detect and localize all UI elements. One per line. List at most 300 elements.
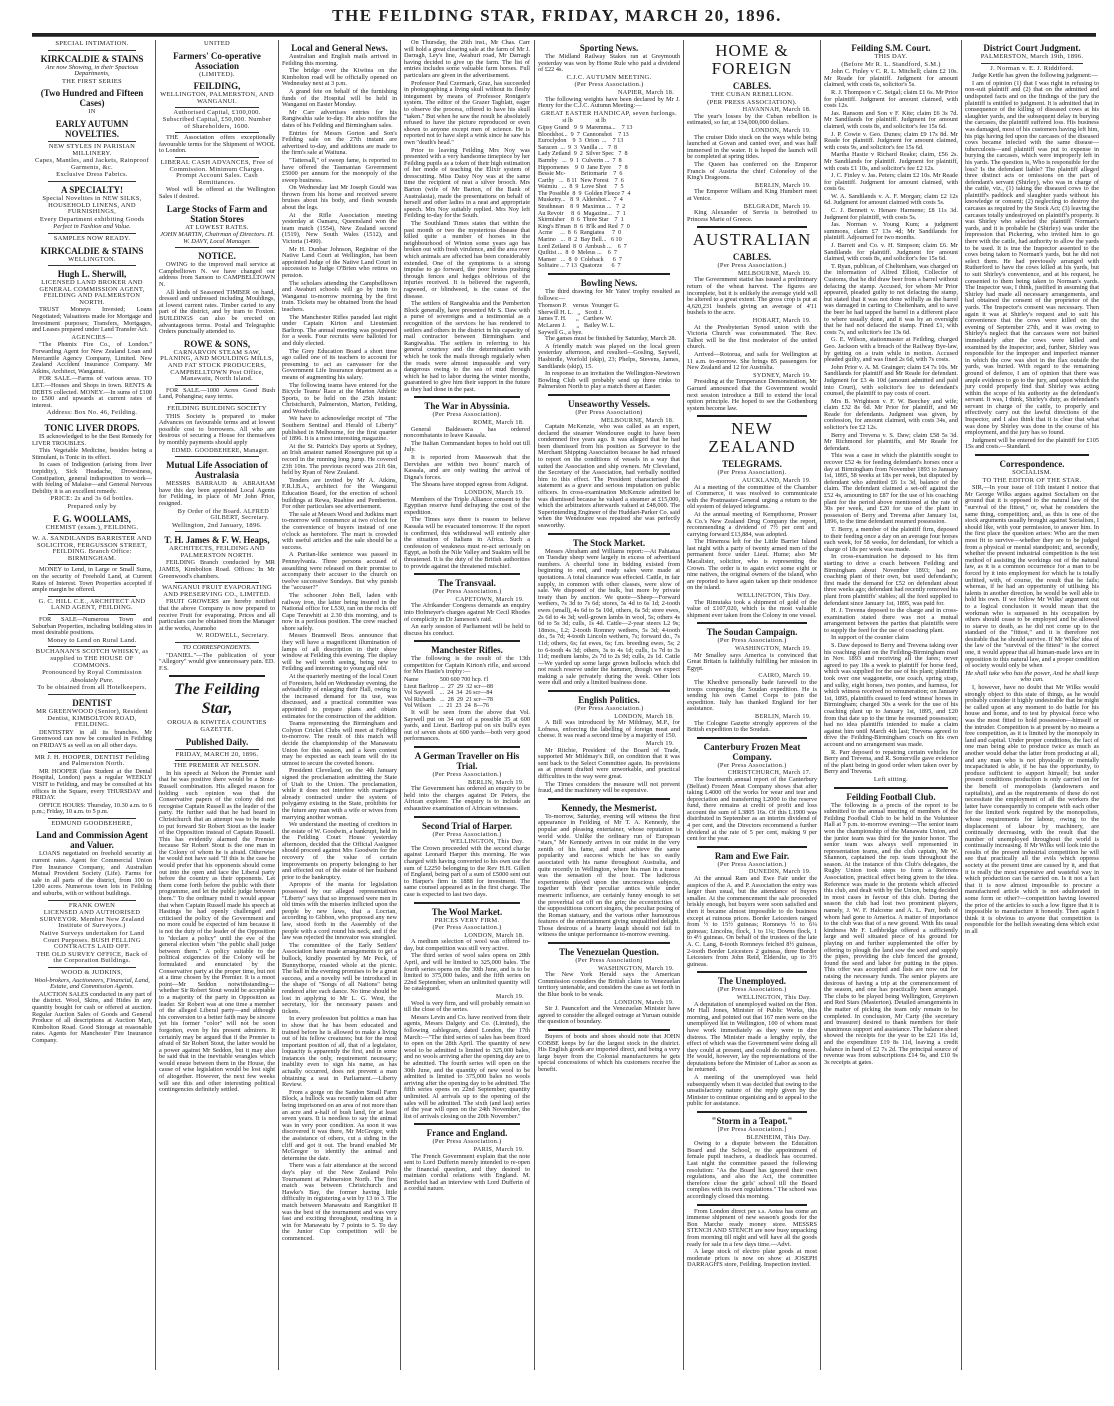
paragraph: Berry and Trevena v. S. Daw; claim £58 5s 3d. Mr Richmond for plaintiffs, and Mr Reade for defendant. xyxy=(824,431,958,452)
article-heading: Mutual Life Association of Australasia xyxy=(166,460,268,481)
paragraph: Apropos of the mania for legislation possessed by our alleged representatives "Liberty" says that so impressed were men in old times with the miseries inflicted upon the people by new laws, that a Locrian, according to Gibbon, who proposed any new law, stood forth in the Assembly of the people with a cord round his neck, and if the law was rejected the innovator was strangled. xyxy=(282,881,397,942)
table-row: Musketry... 8 9 Aldershot... 7 4 xyxy=(538,197,623,204)
thick-divider xyxy=(414,640,520,642)
paragraph: Sir J. Pauncefort and the Venezuelan Minister have agreed to consider the alleged outrage at Yuruan outside the question of boundary. xyxy=(538,1005,680,1026)
paragraph: Mr Ritchie, President of the Board of Trade, supported Mr Mildmay's Bill, on condition that it was sent back to the Select Committee again. Its provisions as at present drafted were unworkable, and practical difficulties in the way were great. xyxy=(538,746,680,780)
article-heading: Sporting News. xyxy=(579,43,639,53)
paragraph: At a meeting of the committee of the Chamber of Commerce, it was resolved to communicate with the Postmaster-General urging a return to the old system of delayed telegrams. xyxy=(687,483,817,511)
column-divider xyxy=(534,40,535,1370)
article-heading: CABLES. xyxy=(732,252,772,263)
centered-line: OROUA & KIWITEA COUNTIES GAZETTE. xyxy=(167,719,267,733)
article-heading: Ram and Ewe Fair. xyxy=(714,850,790,861)
paragraph: John Prior v. A. M. Grainger; claim £4 7s 10s. Mr Sandilands for plaintiff and Mr Reade for defendant. Judgment for £3 4s 10d (amount admitted and paid into Court), with solicitor's fee to defendant's counsel, the plaintiff to pay costs of court. xyxy=(824,363,958,398)
dateline: WASHINGTON, March 19. xyxy=(598,964,674,972)
italic-line: Absolutely Pure. xyxy=(70,676,114,684)
centered-line: LICENSED LAND BROKER AND GENERAL COMMISSION AGENT, FEILDING AND PALMERSTON NORTH. xyxy=(39,279,145,306)
thick-divider xyxy=(548,273,670,275)
column-divider xyxy=(961,40,962,1370)
centered-line: [Per Press Association.] xyxy=(717,1126,787,1134)
paragraph: A grand fete on behalf of the furnishing funds of the Hospital will be held in Wanganui on Easter Monday. xyxy=(282,87,397,109)
centered-line: FEILDING BUILDING SOCIETY xyxy=(167,404,267,412)
dateline: BLENHEIM, This Day. xyxy=(746,1133,811,1141)
article-heading: (Two Hundred and Fifteen Cases) xyxy=(40,88,144,109)
dateline: NAPIER, March 18. xyxy=(618,88,674,96)
divider xyxy=(175,247,259,248)
paragraph: Prior to leaving Feilding Mrs Noy was presented with a very handsome timepiece by her Feilding pupils as a token of their high estimation of her mode of teaching the Elixir system of dresscutting. Miss Daisy Noy was at the same time the recipient of neat a silver brooch. Mrs Barton (wife of Mr Barton, of the Bank of Australasia), made the presentations on behalf of herself and other ladies in a neat and appropriate speech. Mrs Noy suitably replied. Mrs Noy left Feilding to-day for the South. xyxy=(404,146,530,220)
thick-divider xyxy=(697,226,807,228)
centered-line: C.J.C. AUTUMN MEETING. xyxy=(566,73,652,81)
divider xyxy=(175,385,259,386)
centered-line: WANGANUI FRUIT EVAPORATING AND PRESERVING CO., LIMITED. xyxy=(161,584,273,598)
paragraph: SIR,—In your issue of 11th instant I notice that Mr George Wilks argues against Socialism on the ground that it is opposed to the natural law of the "survival of the fittest," or, what he considers the same thing, competition; and, as this is one of the stock arguments usually brought against Socialism, I should like, with your permission, to answer him. In the first place the question arises: Who are the men most fit to survive—whether they are to be judged from a physical or mental standpoint; and, secondly, whether the present industrial competition is the test method of assisting the workings out of the natural law, as it is a common occurrence for a man to be forced by it into employment for which he is totally unfitted, with, of course, the result that he fails; whereas, if he had an opportunity of utilising his talents in another direction, he would be well able to hold his own. If we follow Mr Wilks' argument out to a logical conclusion it would mean that the workman who is surpassed in his occupation by others should cease to be employed and be allowed to starve to death, as he did not come up to the standard of the "fittest," and it is therefore not desirable that he should survive. If Mr Wilks' idea of the law of the "survival of the fittest" is the correct one, it would appear that all human-made laws are in opposition to this natural law, and a proper condition of society would only be when xyxy=(965,484,1099,670)
paragraph: We understand the meeting of creditors in the estate of W. Goodwin, a bankrupt, held in the Feilding Court House yesterday afternoon, decided that the Official Assignee should proceed against Mrs Goodwin for the recovery of the value of certain improvements on property belonging to her and effected out of the estate of her husband prior to the bankruptcy. xyxy=(282,821,397,881)
paragraph: To-morrow, Saturday, evening will witness the first appearance in Feilding of Mr T. A. Kennedy, the popular and pleasing entertainer, whose reputation is world wide. Unlike the ordinary run of European "stars," Mr Kennedy arrives in our midst in the very zenith of his fame, and must achieve the same popularity and success which he has so easily associated with his name throughout Australia, and quite recently in Wellington, where his man in a trance was the sensation of the hour. The ludicrous experiments played upon the unconscious subjects, together with their peculiar antics while under mesmeric influence, are certainly funny enough to set the proverbial cat off on the grin; the eccentricities of the supposititious concert singers, the peculiar posing of the Roman statuary, and the various other humourous features of the entertainment giving unqualified delight. Those desirous of a hearty laugh should not fail to witness the unique performance to-morrow evening. xyxy=(538,812,680,939)
paragraph: The games must be finished by Saturday, March 28. xyxy=(545,335,677,343)
centered-line: THE OLD SURVEY OFFICE, Back of the Corporation Buildings. xyxy=(36,950,148,965)
thick-divider xyxy=(414,816,520,818)
paragraph: The Midland Railway Stakes ran at Greymouth yesterday was won by Home Rule who paid a dividend of £22 4s. xyxy=(538,53,680,74)
paragraph: Buyers of boots and shoes should note that JOHN COBBE keeps by far the largest stock in the district. His English goods are imported direct, and being a very large buyer from the Colonial manufacturers he gets special concessions of which his customers receive the benefit. xyxy=(538,1033,680,1073)
paragraph: Messrs Bramwell Bros. announce that they will have a magnificent illumination of lamps of all description in their show window at Feilding this evening. The display will be well worth seeing, being new to Feilding and interesting to young and old. xyxy=(282,632,397,673)
divider xyxy=(175,403,259,404)
table-row: Lord Zetland 8 0 Ambush ... 6 7 xyxy=(538,243,627,250)
paragraph: Mr Carr advertises entries for his Rangiwahia sale to-day. He also notifies the dates of his Feilding and Birmingham sales. xyxy=(282,108,397,129)
centered-line: Every Department exhibiting Goods xyxy=(39,215,145,223)
section-banner-heading: HOME & FOREIGN xyxy=(711,41,793,78)
article-heading: A German Traveller on His Trial. xyxy=(414,751,520,771)
dateline: HAVANNAH, March 18. xyxy=(742,106,811,114)
paragraph: Messrs Abraham and Williams report:—At Pahiatua on Tuesday sheep were largely in excess of advertised numbers. A cheerful tone in bidding existed from beginning to end, and ready sales were made at quotations. A total clearance was effected. Cattle, in fair supply, in common with other classes, were slow of sale. We disposed of the bulk, but more by private treaty than by auction. We quote—Sheep—Forward wethers, 7s 3d to 7s 6d; stores, 5s 4d to 6s 1d; 2-tooth ewes (small), 4s 6d to 5s 10d, others, 6s 5d; store ewes, 2s 6d to 4s 3d; well-grown lambs in wool, 5s; others 4s 6d to 5s 3d; culls, 1s 4d. Cattle—2-year steers L2 9s; 18mos., L2; 2-tooth Romney wethers, 5s 3d; 4-tooth do., 5s 7d; 4-tooth Lincoln wethers, 7s; forward do., 7s 11d; others, 6s; fat ewes, 6s; f.m. breeding ewes, 5s; 2 to 6-tooth 4s 3d; others, 3s to 4s 1d; culls, 1s 7d to 3s 11d; medium lambs, 2s 7d to 2s 9d; culls, 2s 1d. Cattle—We yarded up some large grown bullocks which did not reach reserve under the hammer, though we expect making a sale privately during the week. Other lots were dull and only a limited business done. xyxy=(538,547,680,687)
paragraph: J. C. Finley v. Jas. Peters; claim £2 10s. Mr Reade for plaintiff. Judgment for amount claimed, with costs 6s. xyxy=(824,172,958,193)
centered-line: (Per Press Association.) xyxy=(574,705,644,713)
centered-line: (Per Press Association.) xyxy=(574,81,644,89)
paragraph: T. Berry, a member of the plaintiff firm, deposed to their feeding once a day on an average four horses each week, for 58 weeks, for defendant, for which a charge of 18s per week was made. xyxy=(824,525,958,553)
newspaper-masthead: THE FEILDING STAR, FRIDAY, MARCH 20, 1896. xyxy=(332,6,782,25)
centered-line: ARCHITECTS, FEILDING AND PALMERSTON NORTH. xyxy=(169,545,265,559)
article-heading: The War in Abyssinia. xyxy=(424,401,510,412)
centered-line: (Per Press Association.) xyxy=(432,771,502,778)
paragraph: The French Government explain that the note sent to Lord Dufferin merely intended to re-open the financial question, and they desired to maintain cordial relations with England. M. Berthelot had an interview with Lord Dufferin of a cordial nature. xyxy=(404,1152,530,1193)
centered-line: (Per Press Association.) xyxy=(432,830,502,838)
paragraph: This Vegetable Medicine, besides being a Stimulant, is Tonic in its effect. xyxy=(32,447,152,461)
centered-line: THE FIRST SERIES xyxy=(62,77,122,85)
column-1 xyxy=(32,40,152,1046)
paragraph: OWING to the improved mail service at Campbelltown N. we have changed our address from Sanson to CAMPBELLTOWN N. xyxy=(159,261,275,289)
paragraph: The Government has ordered an enquiry to be held into the charges against Dr Peters, the African explorer. The enquiry is to include an exhaustive examination of African witnesses. xyxy=(404,785,530,812)
thick-divider xyxy=(414,746,520,748)
table-row: Lady Zetland 9 2 Silver Spec 7 8 xyxy=(538,151,628,158)
centered-line: NEW STYLES IN PARISIAN MILLINERY. xyxy=(48,142,136,157)
centered-line: MR GREENWOOD (Senior), Resident Dentist, KIMBOLTON ROAD, FEILDING. xyxy=(36,707,148,729)
paragraph: Tenders are invited by Mr A. Atkins, F.R.I.B.A., architect for the Wanganui Education Board, for the erection of school buildings at Rewa, Ruahine and Pemberton. For other particulars see advertisement. xyxy=(282,476,397,511)
paragraph: S. Daw deposed to Berry and Trevena taking over his coaching plant on the Feilding-Birmingham road in Nov. 1893 and receiving all the fares; never agreed to pay 18s a week to plaintiff for horse feed, which was supplied for the use of his plant; plaintiffs took over one waggonette, one coach, spring strap, and sulky, eight horses, two ponies, and harness, for which witness received no remuneration; on January 1st, 1895, plaintiffs ceased to feed witness' horses in Birmingham; charged 30s a week for the use of his coaching plant up to January 1st, 1895, and £20 from that date up to the time he resumed possession; had no idea plaintiffs intended to make a claim against him until March 4th last; Trevena agreed to drive the Feilding-Birmingham coach on his own account and no arrangement was made. xyxy=(824,642,958,748)
table-row: Solitaire ... 7 13 Quatorze 6 7 xyxy=(538,263,621,270)
thick-divider xyxy=(548,394,670,396)
centered-line: FRIDAY, MARCH 20, 1896. xyxy=(175,750,259,758)
paragraph: The Shoans have stopped egress from Adigrat. xyxy=(411,481,529,489)
paragraph: Members of the Triple Alliance consent to the Egyptian reserve fund defraying the cost of the expedition. xyxy=(404,495,530,516)
dateline: SYDNEY, March 19. xyxy=(753,371,811,379)
paragraph: FOR SALE.—Farms of various areas. TO LET.—Houses and Shops in town. RENTS & DEBTS collected. MONEY.—In sums of £100 to £500 and upwards at current rates of interest. xyxy=(32,375,152,409)
paragraph: On Wednesday last Mr Joseph Gould was thrown from his horse and received severe bruises about his body, and flesh wounds about the legs. xyxy=(282,184,397,212)
paragraph: The Government statist has issued a preliminary return of the wheat harvest. The figures are incomplete, but it is unlikely the average yield will be altered to a great extent. The gross crop is put at 4,620,231 bushels giving an average of 4'11 bushels to the acre. xyxy=(687,276,817,317)
table-row: Lieut Barltrop ... 27 29 32 scr—88 xyxy=(404,683,494,690)
centered-line: Prepared only by xyxy=(67,502,117,510)
divider xyxy=(48,50,136,51)
article-heading: The Transvaal. xyxy=(438,578,496,589)
divider xyxy=(175,642,259,643)
paragraph: T. Ryan, publican, of Cheltenham, was charged on the information of Alfred Elliott, Collector of Customs, that he did draw beer from a barrel without defacing the stamp. Accused, for whom Mr Prior appeared, pleaded guilty to not defacing the stamp, but stated that it was not done wilfully as the barrel was damaged in carting to Cheltenham, and to save the beer he had tapped the barrel in a different place to where usually done, and it was by an oversight that he had not defaced the stamp. Fined £1, with costs 7s, and solicitor's fee 13s 6d. xyxy=(824,262,958,336)
dateline: BERLIN, March 19. xyxy=(468,778,524,786)
table-row: Bloodshot... 9 7 Cannonshot 7 13 xyxy=(538,131,629,138)
table-row: Gipsy Grand 9 9 Maremma... 7 13 xyxy=(538,124,633,131)
centered-line: Authorised Capital, £100,000. Subscribed Capital, £50,000. Number of Shareholders, 1600. xyxy=(162,109,272,130)
paragraph: Jas. Norman v. Young Kum; a judgment summons, claim £7 13s 4d; Mr Sandilands for plaintiff. Adjourned for two months. xyxy=(824,221,958,242)
paragraph: LOANS negotiated on freehold security at current rates. Agent for Commercial Union Fire Insurance Company, and Australian Mutual Provident Society (Life). Farms for sale in all parts of the district, from 100 to 1200 acres. Numerous town lots in Feilding and suburbs, with or without buildings. xyxy=(32,850,152,898)
paragraph: Mr H. Dunbar Johnson, Registrar of the Native Land Court at Wellington, has been appointed Judge of the Native Land Court in succession to Judge O'Brien who retires on pension. xyxy=(282,245,397,279)
paragraph: FOR SALE.—1000 Acres Good Bush Land, Pohangina; easy terms. xyxy=(159,386,275,401)
paragraph: In every profession but politics a man has to show that he has been educated and trained before he is allowed to make a living out of his fellow creatures; but for the most important position of all, that of a legislator, loquacity is apparently the first, and in some instances the only, requirement necessary; inability even to sign his name, as has actually occurred, does not prevent a man obtaining a seat in Parliament.—Liberty Review. xyxy=(282,1015,397,1089)
divider xyxy=(48,694,136,695)
dateline: BELGRADE, March 19. xyxy=(743,202,811,210)
paragraph: A deputation of unemployed waited on the Hon. Mr Hall Jones, Minister of Public Works, this morning, and pointed out that 167 men were on the unemployed list in Wellington, 100 of whom must have work immediately as they were in dire distress. The Minister made a lengthy reply, the effect of which was the Government were doing all they could at present, and could do nothing more. He would, however, lay the representations of the deputations before the Minister of Labor as soon as he returned. xyxy=(687,1000,817,1074)
centered-line: (Per Press Association.) xyxy=(717,860,787,868)
article-heading: Feilding S.M. Court. xyxy=(851,43,931,53)
paragraph: FRUIT GROWERS are hereby notified that the above Company is now prepared to receive Fruit for evaporating. Prices and all particulars can be obtained from the Manager at the works, Aramoho xyxy=(159,598,275,632)
article-heading: Hugh L. Sherwill, xyxy=(57,269,127,280)
paragraph: The bridge over the Kiwitea on the Kimbolton road will be officially opened on Wednesday next at 3 p.m. xyxy=(282,67,397,88)
table-row: Acme ... 8 6 Rangiatea 7 0 xyxy=(538,230,622,237)
centered-line: (PER PRESS ASSOCIATION). xyxy=(707,98,797,106)
centered-line: TO THE EDITOR OF THE STAR. xyxy=(982,476,1082,484)
paragraph: Martha Hastie v Richard Reake; claim, £56 2s. Mr Sandilands for plaintiff. Judgment for plaintiff, with costs £1 10s, and solicitor's fee £2 12s. xyxy=(824,151,958,172)
divider xyxy=(48,818,136,819)
table-row: Skirmisher 8 6 Three Star 7 1 xyxy=(538,217,624,224)
centered-line: THIS DAY. xyxy=(874,53,908,60)
italic-line: He shall take who has the power, And he shall keep who can. xyxy=(965,669,1099,684)
thick-divider xyxy=(414,902,520,904)
article-heading: The Stock Market. xyxy=(572,537,646,548)
centered-line: IN xyxy=(88,108,96,116)
centered-line: (Per Press Association.) xyxy=(432,924,502,932)
paragraph: The Southland Times states that within the past month or two the mysterious disease that killed quite a number of horses in the neighbourhood of Winton some years ago has broken out with fresh virulence, and the area over which animals are affected has been considerably extended. One of the symptoms is a strong impulse to go forward, the poor brutes pushing through fences and hedges oblivious of the injuries received. It is believed the ragworth, ragweed, or blindweed, is the cause of the disease. xyxy=(404,220,530,300)
dateline: By Order of the Board. ALFRED GILBERT, Secretary. xyxy=(177,507,269,522)
centered-line: G. C. HILL C.E., ARCHITECT AND LAND AGENT, FEILDING. xyxy=(38,597,146,612)
article-heading: KIRKCALDIE & STAINS xyxy=(40,53,144,64)
thick-divider xyxy=(548,798,670,800)
paragraph: Professor Paul Czermark, Graz, has succeeded in photographing a living skull without its fleshy integument by means of Professor Rontgen's system. The editor of the Grazer Tagblatt, eager to observe the process, offered to have his skull "taken." But when he saw the result he absolutely refused to have the picture reproduced or even shown to anyone except men of science. He is reported not to have slept a wink since he saw his own "death's head." xyxy=(404,79,530,146)
dateline: PARIS, March 19. xyxy=(473,1145,524,1153)
column-divider xyxy=(820,40,821,1370)
centered-line: (LIMITED). xyxy=(199,70,235,78)
article-heading: District Court Judgment. xyxy=(983,43,1081,53)
paragraph: A medium selection of wool was offered to-day, but competition was still very active. xyxy=(404,938,530,952)
article-heading: A SPECIALTY! xyxy=(61,184,123,195)
paragraph: W. A. Sandilands v. A. F. Morgan; claim £2 12s 6d. Judgment for amount claimed with costs 5s. xyxy=(824,192,958,207)
divider xyxy=(48,265,136,266)
centered-line: PRICE: 2s and 3s 6d bottles. xyxy=(50,495,134,503)
centered-line: W. A. SANDILANDS BARRISTER AND SOLICITOR, FERGUSSON STREET, FEILDING. Branch Office: BIRMINGHAM. xyxy=(32,535,152,562)
paragraph: MESSRS BARRAUD & ABRAHAM have this day been appointed Local Agents for Feilding, in place of Mr John Prior, resigned. xyxy=(159,480,275,507)
centered-line: (Per Press Association.) xyxy=(432,588,502,596)
paragraph: The Italian Commandant hopes to hold out till July. xyxy=(404,439,530,454)
paragraph: I am of opinion (1) that I was right in refusing to non-suit plaintiff and (2) that on the admitted and undisputed facts and on the findings of the jury the plaintiff is entitled to judgment. It is admitted that in consequence of the killing of diseased cows at his slaughter yards, and the subsequent delay in burying the carcases, the plaintiff suffered loss. His business was damaged, most of his customers having left him, his pigs having fed upon the carcases of the diseased cows became infected with the same disease—tuberculosis—and plaintiff was put to expense in burying the carcases, which were improperly left in his yards. The question is, Who is responsible for the loss? Is the defendant liable? The plaintiff alleged three distinct acts or omissions on the part of defendant's servant (Shirley), who was in charge of the cattle, viz., (1) taking the diseased cows to the plaintiff's paddock and slaughter yards without his knowledge or consent; (2) neglecting to destroy the carcases as required by the Stock Act; (3) leaving the carcases totally undestroyed on plaintiff's property. It was Shirley who selected the plaintiff Norman's yards, and it is probable he (Shirley) was under the impression that Pickering, who invited him to go there with the cattle, had authority to allow the yards to be used. It is true the Inspector assented to the cows being taken to Norman's yards, but he did not select them. He had previously arranged with Rutherford to have the cows killed at his yards, but to suit Shirley's convenience, and at his request, he consented to them being taken to Norman's yards. The Inspector was, I think, justified in assuming that Shirley had made all necessary arrangements, and had obtained the consent of the proprietor of the yards. The Inspector's consent was necessary. Then again it was at Shirley's request and to suit his convenience that the cows were killed on the evening of September 27th, and it was owing to Shirley's neglect that the carcases were not buried immediately after the cows were killed and examined by the Inspector; and, further, Shirley was responsible for the improper and imperfect manner in which the cow was shot in the flax outside the yards, was buried. With regard to the remaining ground of defence, I am of opinion that there was ample evidence to go to the jury, and upon which the jury could properly find that Shirley was acting within the scope of his authority as the defendant's servant. It was, I think, Shirley's duty, as defendant's servant in charge of the cattle, to properly and effectively carry out the lawful directions of the Inspector, and I also think that it is clear that what was done by Shirley was done in the course of his employment, and the jury has so found. xyxy=(965,79,1099,437)
paragraph: At the quarterly meeting of the local Court of Foresters, held on Wednesday evening, the advisability of enlarging their Hall, owing to the increased demand for its use, was discussed, and a practical committee was appointed to prepare plans and obtain estimates for the construction of the addition. xyxy=(282,673,397,720)
dateline: WELLINGTON, This Day. xyxy=(736,592,811,600)
article-heading: Canterbury Frozen Meat Company. xyxy=(703,741,801,762)
table-row: Waimiu ... 8 9 Love Shot 7 5 xyxy=(538,184,624,191)
paragraph: In cases of Indigestion (arising from liver torpidity), Sick Headache, Drowsiness, Constipation, general indisposition to work—with feeling of Malaise—and General Nervous Debility it is an excellent remedy. xyxy=(32,461,152,495)
table-row: Name 500 600 700 hcp. t'l xyxy=(404,677,489,684)
paragraph: The following is a precis of the report to be submitted to the annual meeting of members of the Feilding Football Club to be held in the Volunteer Hall at 7 p.m. to-morrow evening:—The senior team won the championship of the Manawatu Union, and the junior team was third for the junior honor. The senior team was always well represented in representation teams, and the club captain, Mr W. Shannon, captained the rep. team throughout the season. At the instance of this Club's delegates, the Rugby Union took steps to form a Referees Association, practical effect being given to the idea. Reference was made to the protests which affected this club, and dealt with by the Union, being decided in most cases in favour of this club. During the season the club had lost two prominent players, namely, J. W. F. Halcome and A. L. Parr, both of whom had gone to America. A matter of importance to the club was that of a new ground. With his usual kindness Mr F. Lethbridge offered a sufficiently large and well situated piece of his ground for playing on and further supplemented the offer by offering to plough the land sow the seed and supply the pipes, providing the club fenced the ground, found the seed and labor for putting in the pipes. This offer was accepted and lists are now out for raising the necessary funds. The senior players are desirous of having a trip at the commencement of the season, and one has practically been arranged. The clubs to be played being Wellington, Greytown and Red Stars (Masterton). Detailed arrangements in the matter of picking the team only remain to be completed. In conclusion, Mr Carty (the secretary and treasurer) desired to thank members for their unanimous support and assistance. The balance sheet showed the receipts for the year to be £21 16s 1d, and the expenditure £19 8s 11d, leaving a credit balance in hand of £2 7s 2d. The principal source of revenue was from subscriptions £14 9s, and £10 9s 3s receipts at gates. xyxy=(824,801,958,1066)
paragraph: All kinds of Seasoned TIMBER on hand, dressed and undressed including Mouldings, at lowest current rates. Timber carted to any part of the district, and by tram to Foxton. BUILDINGS can also be erected on advantageous terms. Postal and Telegraphic Orders punctually attended to. xyxy=(159,288,275,336)
article-heading: "Storm in a Teapot." xyxy=(711,1116,793,1127)
article-heading: Unseaworthy Vessels. xyxy=(567,398,650,409)
paragraph: I, however, have no doubt that Mr Wilks would strongly object to this state of things, as he would probably consider it highly undesirable that he might be called upon at any moment to do battle for his house and home, and to test by physical force who was the most fitted to hold possession—himself or the intruder. Competition is at present by no means a free competition, as it is limited by the monopoly in land and capital. Under proper conditions, the fact of one man being able to produce twice as much as another would debar the latter from producing at all, and any man who is not physically or mentally incapacitated is able, if he has the opportunity, to produce sufficient to support himself; but under present conditions production is only carried on for the benefit of monopolists (landowners and capitalists), and as the requirements of these do not necessitate the employment of all the workers the latter have consequently to compete with each other for the limited work required by the monopolists, whose requirements for labour, owing to the displacement of labour by machinery, are continually decreasing, with the result that the number of unemployed throughout the world is continually increasing. If Mr Wilks will look into the results of the present industrial competition he will see that practically all the evils which oppress society at the present time are caused by it, and that it is really the most expensive and wasteful way in which production can be carried on. Is it not a fact that it is now almost impossible to procure a manufactured article which is not adulterated in some form or other?—competition having lowered the price of the articles to such a low figure that it is impossible to manufacture it honestly. Then again I think it is obvious to anyone that competition is responsible for the hellish sweating dens which exist in all xyxy=(965,684,1099,935)
centered-line: Pronounced by Royal Commission xyxy=(42,669,142,677)
divider xyxy=(48,596,136,597)
centered-line: FRANK OWEN xyxy=(68,901,116,909)
paragraph: Captain McKenzie, who was called as an expert, declared the steamer Wendouree ought to have been condemned five years ago. It was alleged that he had been dismissed from his position as Surveyor to the Merchant Shipping Association because he had refused to report on the conditions of vessels in a way that suited the Association and ship owners. Mr Cleveland, the Secretary of the Association, had verbally notified him to this effect. The President characterised the statement as a grave and serious imputation on public officers. In cross-examination McKenzie admitted he was dismissed because he valued a steamer at £15,000, which the arbitrators afterwards valued at £48,000. The Superintending Engineer of the Huddart-Parker Co. said when the Wendouree was repaired she was perfectly seaworthy. xyxy=(538,423,680,529)
table-row: King's B'man 8 6 B'lk and Red 7 0 xyxy=(538,223,630,230)
centered-line: THE CUBAN REBELLION. xyxy=(710,91,794,98)
dateline: LONDON, March 19. xyxy=(614,998,674,1006)
italic-line: JOHN MARTIN, Chairman of Directors. H. W. DAVY, Local Manager. xyxy=(160,231,274,245)
centered-line: CARNARVON STEAM SAW, PLANING, AND MOULDING MILLS, AND FAT STOCK PRODUCERS, CAMPBELLTOWN Post Office, Manawatu, North Island. xyxy=(160,348,274,383)
article-heading: The Venezuelan Question. xyxy=(559,947,659,958)
table-row: Carthy ... 8 11 New Forest 7 6 xyxy=(538,177,624,184)
paragraph: Arrived—Rotorua, and sails for Wellington at 11 a.m. to-morrow. She brings 85 passengers for New Zealand and 12 for Australia. xyxy=(687,351,817,372)
paragraph: A friendly match was played on the local green yesterday afternoon, and resulted—Gosling, Saywell, Hasbirdle, Worfold (skip), 23; Phelps, Stevens, James, Sandilands (skip), 15. xyxy=(538,342,680,370)
paragraph: It will be seen from the above that Vol. Saywell put on 34 out of a possible 35 at 600 yards, and Lieut. Barltrop put on six bull's eyes out of seven shots at 600 yards—both very good performances. xyxy=(404,709,530,743)
paragraph: The Emperor William and King Humbert meet at Venice. xyxy=(687,188,817,202)
divider xyxy=(48,646,136,647)
dateline: AUCKLAND, March 19. xyxy=(742,476,811,484)
dateline: WELLINGTON, This Day. xyxy=(449,838,524,846)
paragraph: A large stock of electro plate goods at most moderate prices is now on show at JOSEPH DARRAGH'S store, Feilding. Inspection invited. xyxy=(687,1248,817,1269)
dateline: LONDON, March 18. xyxy=(464,931,524,939)
thick-divider xyxy=(697,622,807,624)
thick-divider xyxy=(697,415,807,417)
centered-line: (Per Press Association) xyxy=(575,408,643,416)
paragraph: "The Phœnix Fire Co., of London." Forwarding Agent for New Zealand Loan and Mercantile Agency Company, Limited. New Zealand Accident Insurance Company. Mr Atkins, Architect, Wanganui. xyxy=(32,341,152,375)
table-row: Thomson P. versus Younger G. xyxy=(538,303,620,310)
divider xyxy=(48,533,136,534)
paragraph: G. E. Wilson, stationmaster at Feilding, charged Geo. Jackson with a breach of the Railway Bye-law, by getting on a train while in motion. Accused pleaded guilty, and was fined 2s 6d, with 7s costs. xyxy=(824,336,958,364)
centered-line: (Before Mr R. L. Standford, S.M.) xyxy=(841,60,941,68)
paragraph: At the Rifle Association meeting yesterday at Oamaru, Queensland won the team match (1554), New Zealand second (1519), New South Wales (1512), and Victoria (1490). xyxy=(282,211,397,246)
italic-line: Are now Showing, in their Spacious Departments, xyxy=(45,63,139,78)
paragraph: At the St. Patrick's Day sports at Sydney, an Irish amateur named Rosengrave put up a record in the running long jump. He covered 23ft 10in. The previous record was 21ft 6in, held by Ryan of New Zealand. xyxy=(282,442,397,477)
centered-line: Exclusive Dress Fabrics. xyxy=(56,171,128,179)
centered-line: BUCHANAN'S SCOTCH WHISKY, as supplied to THE HOUSE OF COMMONS. xyxy=(35,648,149,669)
table-row: Au Revoir 8 6 Magazine... 7 1 xyxy=(538,210,626,217)
thick-divider xyxy=(414,1123,520,1125)
article-heading: Land and Commission Agent and Valuer. xyxy=(36,830,148,851)
paragraph: The schooner John Bell, laden with railway iron, the latter being insured in the National office for L530, ran on the rocks off Cape Terawhiti at 2.30 this morning, and is now in a perilous position. The crew reached shore safely. xyxy=(282,591,397,632)
paragraph: FOR SALE—Numerous Town and Suburban Properties, including building sites in most desirable positions. xyxy=(32,616,152,637)
table-row: Bessie Mc- Britomarte 7 6 xyxy=(538,171,623,178)
column-8 xyxy=(965,40,1099,937)
article-heading: F. G. WOOLLAMS, xyxy=(53,513,131,524)
thick-divider xyxy=(697,1111,807,1113)
dateline: WASHINGTON, March 19. xyxy=(735,645,811,652)
column-2 xyxy=(159,40,275,1095)
article-heading: France and England. xyxy=(426,1128,508,1139)
paragraph: The settlers of Rangiwahia and the Pemberton Block generally, have presented Mr S. Daw with a purse of sovereigns and a testimonial as a recognition of the services he has rendered to settlers and others in the district in his capacity of mail contractor between Birmingham and Rangiwahia. The settlers in referring to his general courtesy and the determination with which he took the mails through regularly when the roads were almost impassable and very dangerous owing to the sea of mud through which he had to labor during the winter months, guaranteed to give him their support in the future as they had done in the past. xyxy=(404,300,530,393)
paragraph: This was a case in which the plaintiffs sought to recover £52 4s for feeding defendant's horses once a day at Birmingham from November 1893 to January 1st, 1895, 58 weeks at 18s per week, but disputed by defendant who admitted £6 1s 3d, balance of the claim. The defendant claimed a set-off against the £52 4s, amounting to £87 for the use of his coaching plant for the period above mentioned at the rate of 30s per week, and £20 for use of the plant in possession of Berry and Trevena after January 1st, 1896, to the time defendant resumed possession. xyxy=(824,452,958,526)
dateline: March 19. xyxy=(645,740,674,748)
centered-line: Left sitting. xyxy=(873,775,909,783)
divider xyxy=(48,419,136,420)
paragraph: Jas. Ransom and Son v F. Kite; claim £6 3s 7d. Mr Sandilands for plaintiff. Judgment for amount claimed, with costs 8s, and solicitor's fee 15s 6d. xyxy=(824,109,958,130)
paragraph: Australian and English mails arrived in Feilding this morning. xyxy=(282,53,397,67)
table-row: Euroclydon 9 3 Orion ... 7 13 xyxy=(538,138,624,145)
paragraph: There was a fair attendance at the second day's play of the New Zealand Polo Tournament at Palmerston North. The first match was between Christchurch and Hawke's Bay, the former having little difficulty in registering a win by 13 to 3. The match between Manawatu and Rangitikei II was the best of the tournament and was very fast and exciting throughout, resulting in a win for Manawatu by 7 points to 5. To day the Junior Cup competition will be commenced. xyxy=(282,1162,397,1242)
paragraph: The following weights have been declared by Mr J. Henry for the C.J.C. Autumn Meeting:— xyxy=(538,95,680,110)
paragraph: The Afrikander Congress demands an enquiry into Hofmeyer's charges against Mr Cecil Rhodes of complicity in Dr Jameson's raid. xyxy=(404,602,530,623)
dateline: BERLIN, March 19. xyxy=(755,712,811,720)
table-row: Hippomenes 9 0 Jane Eyre 7 8 xyxy=(538,164,628,171)
centered-line: (Per Press Association) xyxy=(575,957,643,965)
centered-line: LICENSED AND AUTHORISED SURVEYOR. Member New Zealand Institute of Surveyors.) xyxy=(39,909,145,930)
centered-line: PRICES VERY FIRM. xyxy=(434,916,500,924)
paragraph: We have to acknowledge receipt of "The Southern Sentinel and Herald of Liberty" published in Melbourne, for the first quarter of 1896. It is a most interesting magazine. xyxy=(282,415,397,443)
divider xyxy=(175,107,259,108)
divider xyxy=(981,63,1083,64)
dateline: March 19. xyxy=(495,993,524,1001)
thick-divider xyxy=(548,942,670,944)
divider xyxy=(175,749,259,750)
paragraph: The Crown proceeded with the second charge against Leonard Harper this morning. He was charged with having converted to his own use the sum of L2250 belonging to the Rev H.H. Gillett of England, being part of a sum of £5000 sent out to Harper's firm in 1888 for investment. The same counsel appeared as in the first charge. The case is expected to last two days. xyxy=(404,844,530,898)
paragraph: On Thursday, the 26th inst., Mr Chas. Carr will hold a great clearing sale at the farm of Mr J. Darragh, Ley's line, Awahuri road, Mr Darragh having decided to give up the farm. The list of entries includes some valuable farm horses. Full particulars are given in the advertisement. xyxy=(404,39,530,79)
article-heading: ROWE & SONS, xyxy=(183,338,251,349)
paragraph: John C. Finley v C. R. L. Mitchell; claim £2 10s. Mr Reade for plaintiff. Judgment for amount claimed, with costs 6s, solicitor's 5s. xyxy=(824,68,958,89)
thick-divider xyxy=(548,533,670,535)
table-row: Saywell G., a bye. xyxy=(538,329,583,336)
table-row: Marino ... 8 2 Bay Bell... 6 10 xyxy=(538,237,622,244)
centered-line: Capes, Mantles, and Jackets, Rainproof Garments, &c. xyxy=(34,157,150,171)
dateline: W. RODWELL, Secretary. xyxy=(196,632,269,640)
article-heading: DENTIST xyxy=(72,697,112,708)
centered-line: (Per Press Association). xyxy=(717,469,787,477)
column-divider xyxy=(155,40,156,1370)
paragraph: In cross-examination he deposed to his firm starting to drive a coach between Feilding and Birmingham about November 1893; had no coaching plant of their own, but used defendant's; first made the demand for £52 on defendant about three weeks ago; defendant had recently removed his plant from plaintiffs' stables; all the feed supplied to defendant since January 1st, 1895, was paid for. xyxy=(824,553,958,607)
dateline: CHRISTCHURCH, March 17. xyxy=(727,769,811,777)
column-5 xyxy=(538,40,680,1075)
paragraph: J. Barrett and Co. v. H. Simpson; claim £6. Mr Sandilands for plaintiff. Judgment for amount claimed, with costs 8s, and solicitor's fee 15s 6d. xyxy=(824,242,958,263)
centered-line: SOCIALISM. xyxy=(1012,469,1052,477)
paragraph: C. J. Bennett v. Henare Harmene; £8 11s 3d. Judgment for plaintiff, with costs 5s. xyxy=(824,207,958,221)
centered-line: PALMERSTON, March 19th, 1896. xyxy=(980,53,1084,60)
paragraph: R. Parr deposed to repairing certain vehicles for Berry and Trevena, and R. Somerville gave evidence of the plant being in good order when taken over by Berry and Trevena. xyxy=(824,748,958,776)
article-heading: Manchester Rifles. xyxy=(431,645,503,656)
article-heading: Published Daily. xyxy=(185,736,249,747)
paragraph: The Khedive personally bade farewell to the troops composing the Soudan expedition. He is sending his own Camel Corps to join the expedition. Italy has thanked England for her assistance. xyxy=(687,678,817,713)
paragraph: AUCTION SALES conducted in any part of the district. Wool, Skins, and Hides in any quantity bought for cash or offered at auction. Regular Auction Sales of Goods and General Produce of all descriptions at Auction Mart, Kimbolton Road. Good Storage at reasonable rates. Agents for Manchester Fire Insurance Company. xyxy=(32,990,152,1044)
dateline: MELBOURNE, March 18. xyxy=(600,416,674,424)
article-heading: Farmers' Co-operative Association xyxy=(173,50,261,71)
divider xyxy=(175,157,259,158)
dateline: LONDON, March 19. xyxy=(751,126,811,134)
paragraph: R. J. Thompson v C. Seigal; claim £1 6s. Mr Price for plaintiff. Judgment for amount claimed, with costs 12s. xyxy=(824,88,958,110)
dateline: LONDON, March 18. xyxy=(614,712,674,720)
paragraph: Presiding at the Temperance Demonstration, Mr Garrard announced that the Government would next session introduce a Bill to extend the local option principle. He hoped to see the Gothenburg system become law. xyxy=(687,378,817,412)
centered-line: MR J. H. HOOPER, DENTIST Feilding and Palmerston North. xyxy=(34,753,150,768)
paragraph: The Queen has conferred on the Emperor Francis of Austria the chief Coloneloy of the King's Dragoons. xyxy=(687,160,817,182)
paragraph: J. P. Cowie v. Geo. Dunes; claim £9 17s 8d. Mr Reade for plaintiff. Judgment for amount claimed, with costs 9s, and solicitor's fee 15s 6d. xyxy=(824,130,958,151)
table-row: Sherwill H. L. ,, Scott J. xyxy=(538,309,603,316)
table-row: Saracen ... 9 3 Vanilla ... 7 8 xyxy=(538,144,618,151)
paragraph: In support of the counter claim xyxy=(831,634,909,642)
paragraph: Judge Kettle has given the following judgment:— xyxy=(972,72,1098,80)
paragraph: IS acknowledged to be the Best Remedy for LIVER TROUBLES. xyxy=(32,432,152,447)
centered-line: UNITED xyxy=(204,40,230,47)
paragraph: FEILDING Branch conducted by MR JAMES, Kimbolton Road. Offices: In Mr Greenwood's chambers. xyxy=(159,559,275,580)
centered-line: (Per Press Association.) xyxy=(717,986,787,994)
centered-line: EDMUND GOODBEHERE, xyxy=(51,819,133,827)
divider xyxy=(175,760,259,761)
paragraph: OFFICE HOURS: Thursday, 10.30 a.m. to 6 p.m.; Friday, 10 a.m. to 5 p.m. xyxy=(32,801,152,816)
paragraph: TRUST Moneys Invested; Loans Negotiated; Valuations made for Mortgage and Investment purposes; Transfers, Mortgages, and Leases prepared under Land Transfer Act. xyxy=(32,306,152,334)
divider xyxy=(48,752,136,753)
section-banner-heading: AUSTRALIAN xyxy=(692,230,812,250)
centered-line: (Per Press Association). xyxy=(432,411,502,419)
paragraph: General Baldessera has ordered noncombatants to leave Kassala. xyxy=(404,425,530,440)
paragraph: The New York Herald says the American Commission considers the British claim to Venezuelan territory untenable, and considers the case as set forth in the Blue book to be weak. xyxy=(538,971,680,999)
paragraph: Messrs Levin and Co. have received from their agents, Messrs Dalgety and Co. (Limited), the following cablegram, dated London, the 17th March:—"The third series of sales has been fixed to open on the 28th April. The quantity of new wool to be admitted is limited to 325,000 bales, and no wools arriving after the opening day are to be admitted. The fourth series will open on the 30th June, and the quantity of new wool to be admitted is limited to 375,000 bales no wools arriving after the opening day to be admitted. The fifth series opens on 22nd September; quantity unlimited. Al arrivals up to the opening of the sales will be admitted. The sixth (and last) series of the year will open on the 24th November, the list of arrivals closing on the 20th November." xyxy=(404,1013,530,1120)
column-3 xyxy=(282,40,397,1244)
paragraph: In response to an invitation the Wellington-Newtown Bowling Club will probably send up three rinks to Palmerston North to play a match there at Easter. xyxy=(538,370,680,391)
article-heading: The Wool Market. xyxy=(431,906,503,917)
paragraph: The following teams have entered for the Bicycle Teams' Race at the Marton Athletic Sports, to be held on the 25th instant: Christchurch, Palmerston, Marton, Feilding, and Woodville. xyxy=(282,381,397,415)
divider xyxy=(48,141,136,142)
column-divider xyxy=(278,40,279,1370)
paragraph: "Tattersall," of sweep fame, is reported to have offered the Tasmanian Government £5000 per annum for the monopoly of the sweep business. xyxy=(282,156,397,184)
paragraph: An early session of Parliament will be held to discuss his conduct. xyxy=(404,623,530,637)
paragraph: The scholars attending the Campbelltown and Awahuri schools will go by train to Wanganui to-morrow morning by the first train. Tickets may be obtained from the head teachers. xyxy=(282,279,397,313)
divider xyxy=(48,900,136,901)
thick-divider xyxy=(414,573,520,575)
paragraph: President Cleveland, on the 4th January signed the proclamation admitting the State of Utah to the Union. The proclamation, while it does not interfere with marriages already contracted under the system of polygamy existing in the State, prohibits for the future any man with a wife or wives from marrying another woman. xyxy=(282,767,397,821)
article-heading: NOTICE. xyxy=(198,251,236,262)
centered-line: AT LOWEST RATES. xyxy=(185,223,249,231)
article-heading: CABLES. xyxy=(732,81,772,91)
article-heading: KIRKCALDIE & STAINS xyxy=(40,245,144,256)
thick-divider xyxy=(834,787,948,789)
article-heading: Local and General News. xyxy=(291,43,388,53)
newspaper-title-logo: The Feilding Star, xyxy=(174,681,260,718)
dateline: ROME, March 18. xyxy=(473,419,524,427)
thick-divider xyxy=(697,737,807,739)
thick-divider xyxy=(548,690,670,692)
dateline: DUNEDIN, March 19. xyxy=(748,868,811,876)
paragraph: The Times considers the measure will not prevent fraud, and the machinery will be expensive. xyxy=(538,780,680,795)
paragraph: In his speech at Nelson the Premier said that he was positive there would be a Stout-Russell combination. His alleged reason for holding such opinion was that the Conservative papers of the colony did not recognise Captain Russell as the leader of the party. He further said that he had heard in Christchurch that an attempt was to be made to put forward Sir Robert Stout as the leader of the Opposition instead of Captain Russell. This has evidently alarmed the Premier because Sir Robert Stout is the one man in the Colony of whom he is afraid. Otherwise he would not have said "If this is the case he would prefer that his opponents should come out into the open and face the Liberal party before the country as their opponents. Let them come forth before the public with their programme, and let the public judge between them." To the ordinary mind it would appear that when Captain Russell made his speech at Hastings he had openly challenged and criticised the policy of the Government and no more could be expected of him because it is not the duty of the leader of the Opposition to "declare a policy" until the eve of the general election when "the public shall judge between them." A policy suitable to the political exigencies of the Colony will be formulated and enunciated by the Conservative party at the proper time, but not at a time chosen by the Premier. It is a moot point—Mr Seddon notwithstanding—whether Sir Robert Stout would be acceptable to a majority of the party in Opposition as leader. Sir Robert was at one time a member of the alleged Liberal party—and although his conversion to a better faith may be sincere yet his former "color" will not be soon forgotten, even by his present admirers. It certainly may be argued that if the Premier is afraid of Sir Robert Stout, the latter would be a power against Mr Seddon, but it may also be said that in the inevitable wrangles which would ensue between them in the House, the cause of wise legislation would be lost sight of altogether. However, the next few weeks will see this and other interesting political contingencies definitely settled. xyxy=(159,769,275,1094)
table-row: Vol Saywell ... 24 34 26 scr—84 xyxy=(404,690,493,697)
article-heading: T. H. James & F. W. Heaps, xyxy=(164,535,270,546)
paragraph: The Grey Education Board a short time ago called one of its teachers to account for presuming to act as canvasser for the Government Life Insurance department as a means of augmenting his salary. xyxy=(282,347,397,381)
paragraph: The Rimutaka took a shipment of gold of the value of £107,020, which is the most valuable shipment ever taken from the Colony in one vessel. xyxy=(687,598,817,619)
centered-line: Native Surveys undertaken for Land Court Purposes. BUSH FELLING CONTRACTS LAID OFF. xyxy=(39,930,145,951)
paragraph: The fourteenth annual report of the Canterbury (Belfast) Frozen Meat Company shows that after taking L4000 off the works for wear and tear and depreciation and transferring L2000 to the reserve fund, there remains at credit of profit and loss account the sum of L3805 16s. Of this L1900 was distributed in September as an interim dividend of 4 per cent, and the Directors recommend a further dividend at the rate of 5 per cent, making 9 per cent for the year. xyxy=(687,775,817,843)
paragraph: Mr Smalley says America is convinced that Great Britain is faithfully fulfilling her mission in Egypt. xyxy=(687,651,817,672)
divider xyxy=(175,132,259,133)
section-banner-heading: NEW ZEALAND xyxy=(708,419,796,457)
paragraph: The Hinemoa left for the Little Barrier Island last night with a party of twenty armed men of the permanent force under Lieut. Hume; also Mr Macalister, solicitor, who is representing the Crown. The order is to again evict some eight or nine natives, the original owners of the island, who are reported to have again taken up their residence on the island. xyxy=(687,538,817,592)
dateline: CAPETOWN, March 19. xyxy=(455,595,524,603)
column-4 xyxy=(404,40,530,1194)
